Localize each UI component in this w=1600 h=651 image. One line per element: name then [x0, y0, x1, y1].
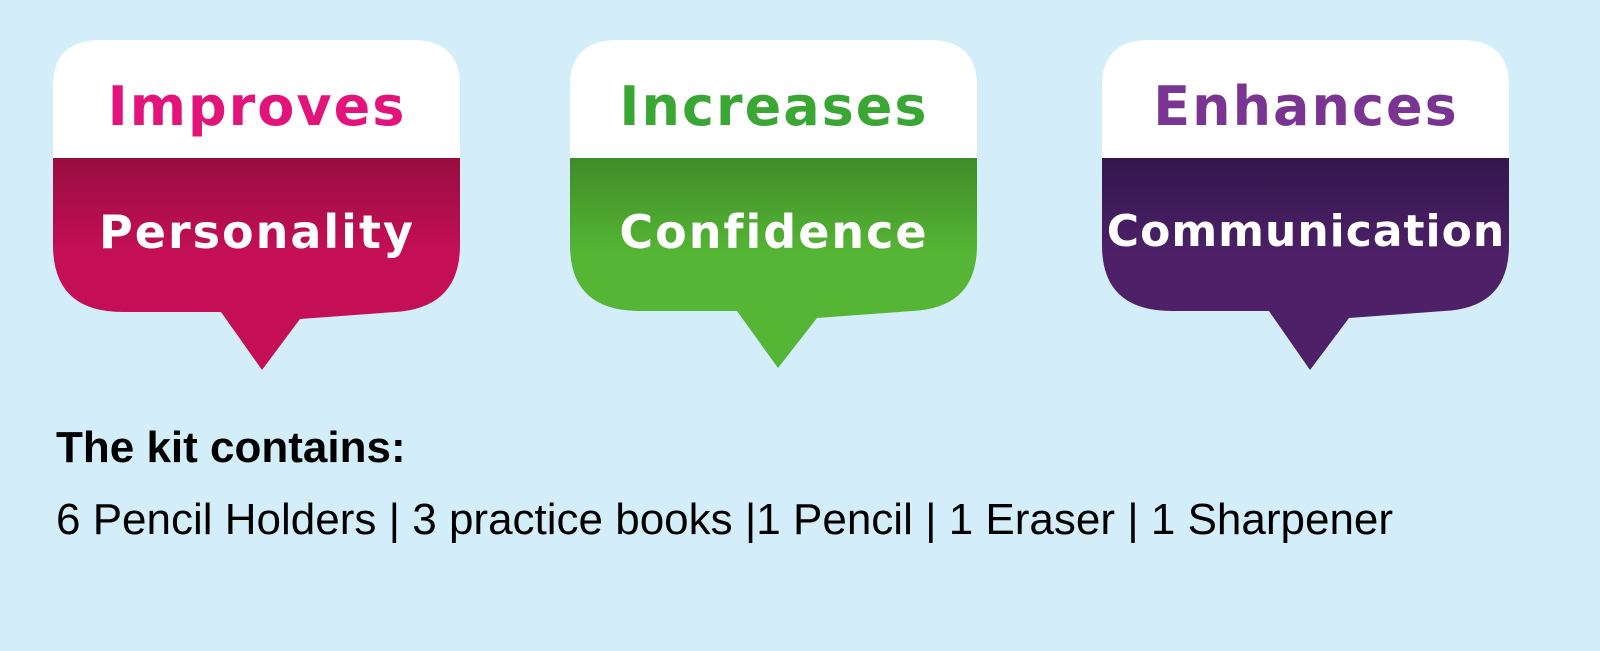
speech-bubble-improves: [53, 40, 461, 372]
bubble-heading: Enhances: [1153, 75, 1459, 138]
bubble-bottom-panel: [53, 158, 460, 370]
bubble-heading: Improves: [107, 75, 407, 138]
bubble-bottom-panel: [1102, 158, 1509, 370]
bubble-heading: Increases: [619, 75, 929, 138]
bubble-subject: Personality: [99, 205, 415, 259]
bubble-subject: Communication: [1106, 206, 1506, 257]
bubble-bottom-panel: [570, 158, 977, 368]
bubble-subject: Confidence: [619, 205, 929, 259]
kit-heading: The kit contains:: [56, 423, 406, 472]
speech-bubble-increases: [570, 40, 978, 372]
kit-items-list: 6 Pencil Holders | 3 practice books |1 Pencil | 1 Eraser | 1 Sharpener: [56, 495, 1394, 544]
speech-bubble-enhances: [1102, 40, 1510, 372]
